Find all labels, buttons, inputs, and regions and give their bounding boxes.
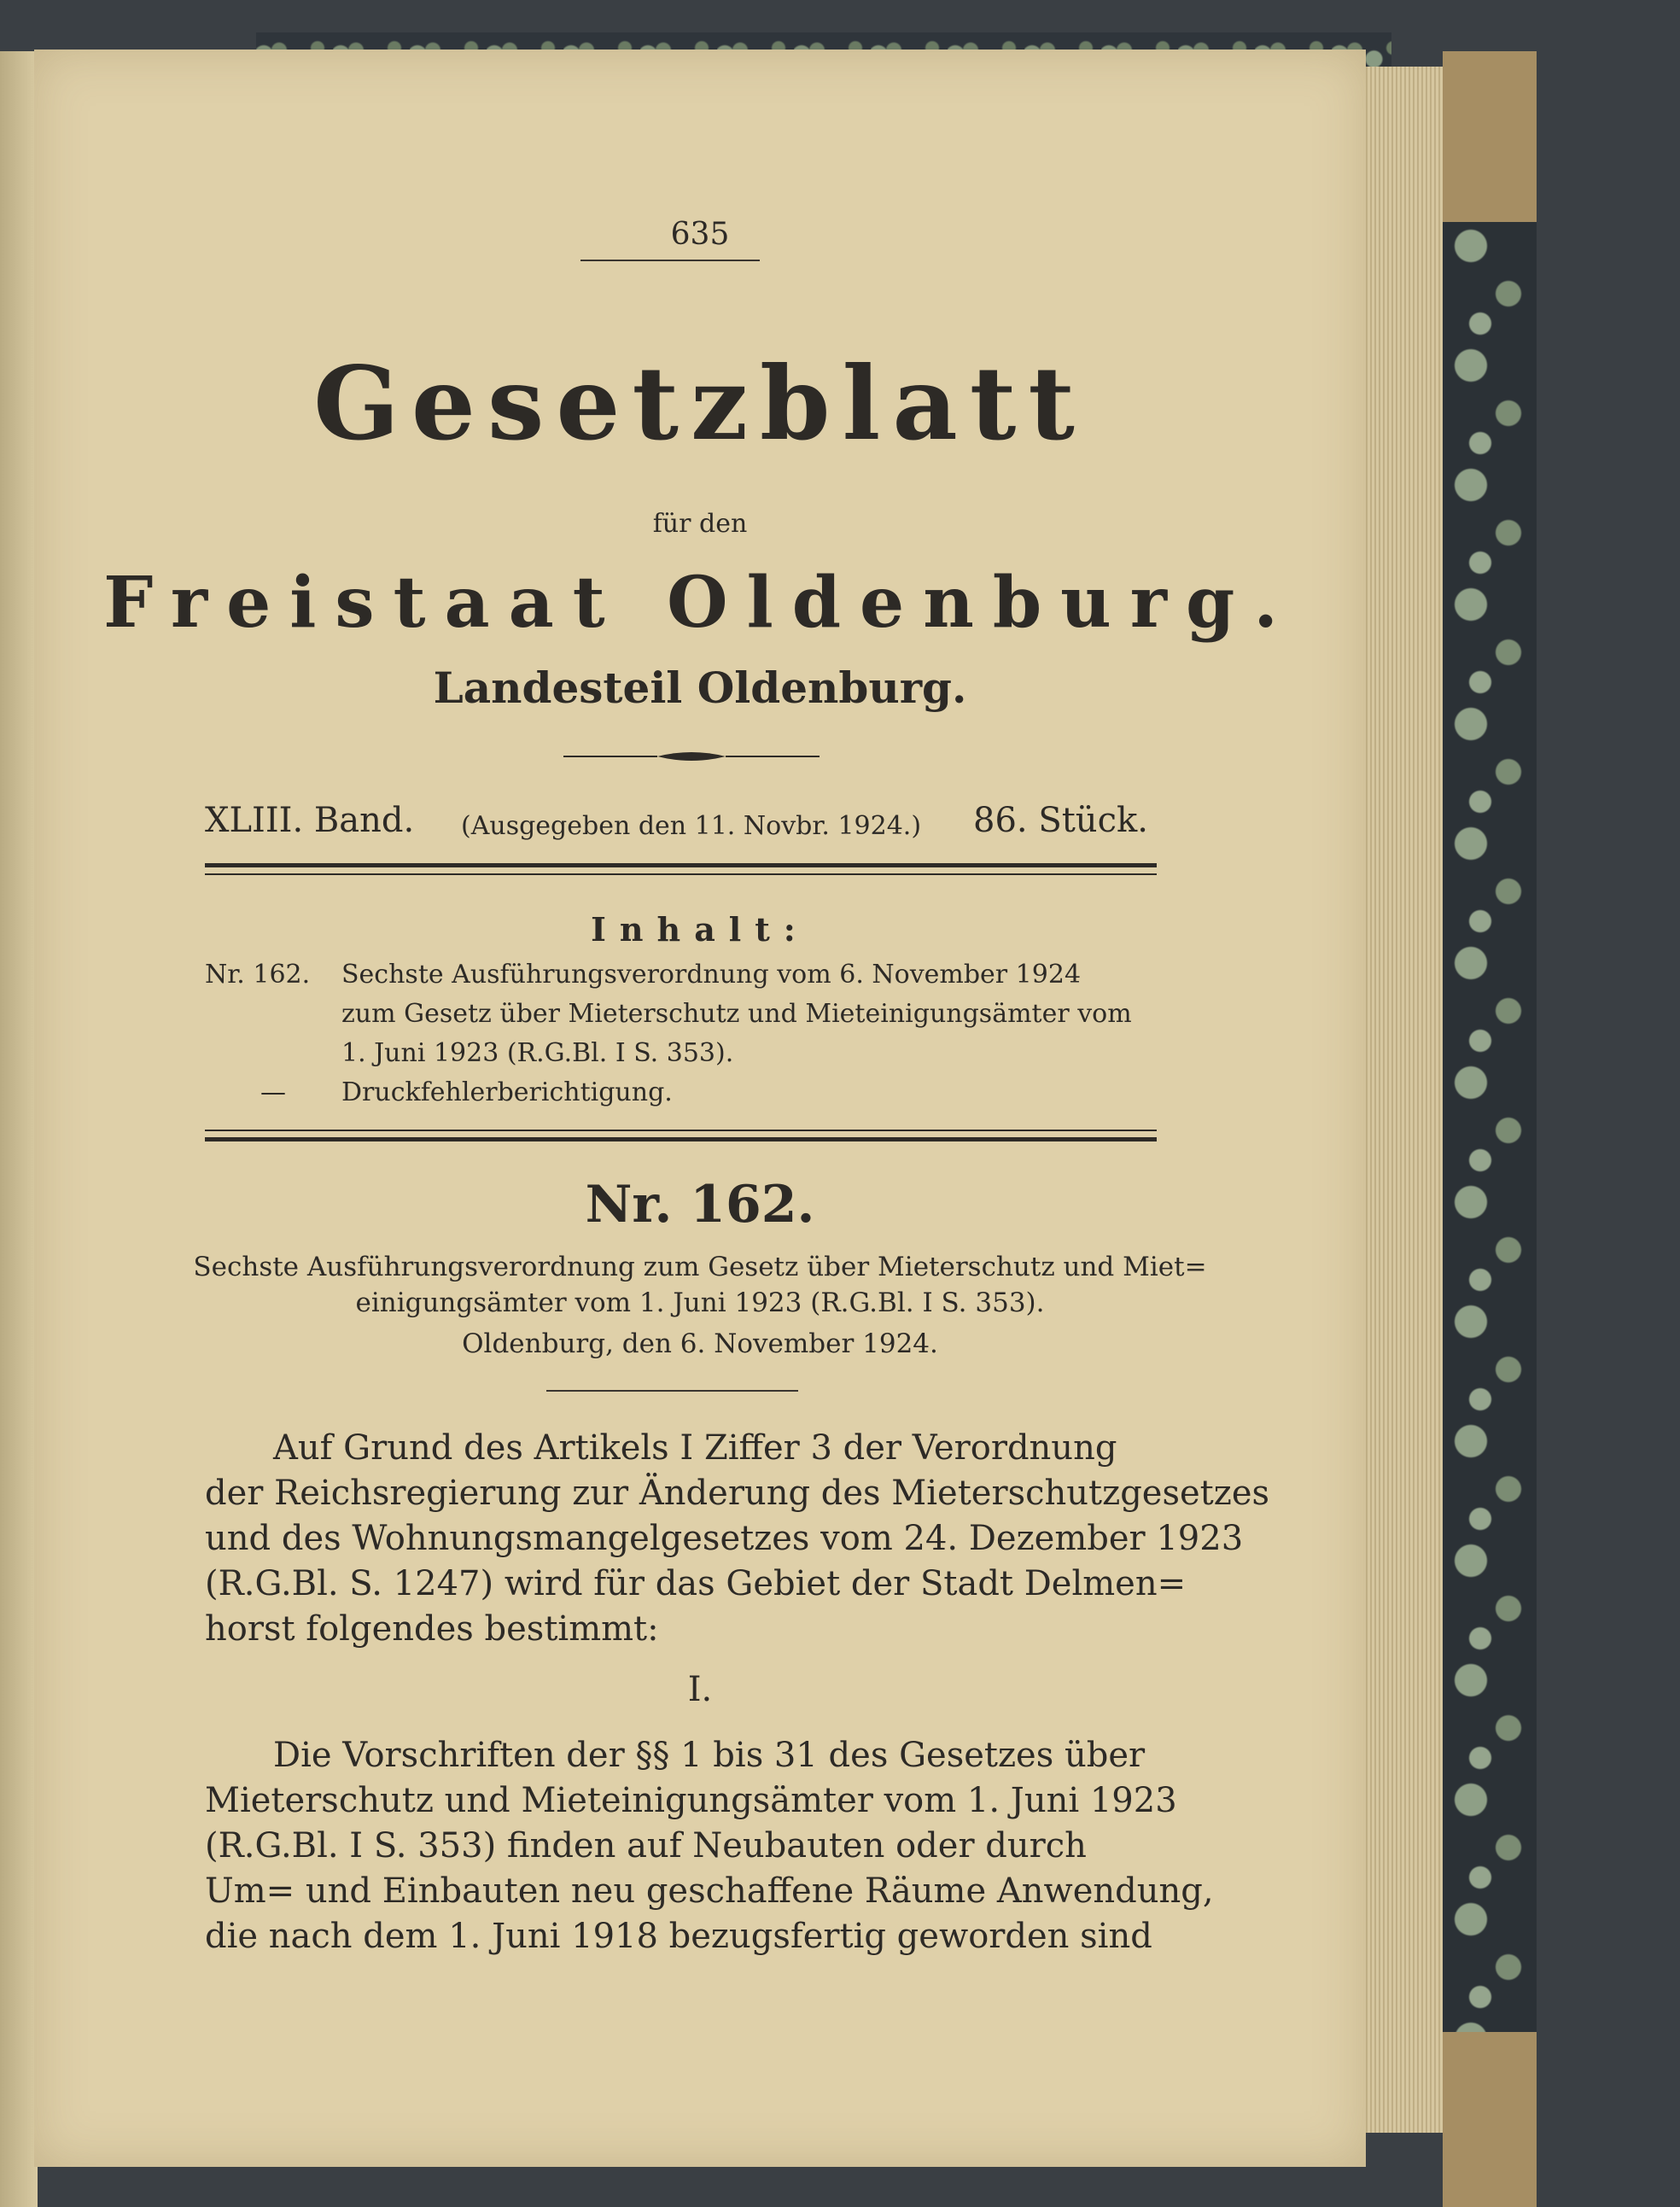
article-place-date: Oldenburg, den 6. November 1924. xyxy=(462,1328,938,1359)
section-line: Um= und Einbauten neu geschaffene Räume Anwendung, xyxy=(205,1871,1214,1911)
masthead-title: Gesetzblatt xyxy=(313,344,1087,463)
page-number-rule xyxy=(580,260,760,261)
contents-item-line: zum Gesetz über Mieterschutz und Mieteinigungsämter vom xyxy=(341,999,1132,1029)
cover-corner-bottom xyxy=(1443,2032,1537,2207)
header-rule-thick xyxy=(205,863,1157,867)
contents-item-line: 1. Juni 1923 (R.G.Bl. I S. 353). xyxy=(341,1038,734,1068)
page-edges xyxy=(1359,67,1443,2133)
page-number: 635 xyxy=(670,217,730,252)
section-line: Mieterschutz und Mieteinigungsämter vom 1. Juni 1923 xyxy=(205,1781,1177,1820)
preamble-line: Auf Grund des Artikels I Ziffer 3 der Verordnung xyxy=(273,1428,1117,1468)
contents-item-number: Nr. 162. xyxy=(205,960,311,990)
masthead-state: Freistaat Oldenburg. xyxy=(103,562,1297,644)
cover-corner-top xyxy=(1443,51,1537,231)
preamble-line: und des Wohnungsmangelgesetzes vom 24. Dezember 1923 xyxy=(205,1519,1244,1558)
book-spine xyxy=(0,51,38,2207)
section-heading: I. xyxy=(687,1670,713,1709)
article-subtitle-line: Sechste Ausführungsverordnung zum Gesetz über Mieterschutz und Miet= xyxy=(193,1252,1207,1282)
document-page xyxy=(34,50,1366,2167)
marbled-cover-right xyxy=(1443,222,1537,2049)
contents-rule-thick xyxy=(205,1137,1157,1141)
header-rule-thin xyxy=(205,873,1157,875)
contents-item-line: Druckfehlerberichtigung. xyxy=(341,1077,673,1107)
article-subtitle-line: einigungsämter vom 1. Juni 1923 (R.G.Bl. I S. 353). xyxy=(355,1287,1045,1318)
section-line: die nach dem 1. Juni 1918 bezugsfertig geworden sind xyxy=(205,1917,1152,1956)
preamble-line: (R.G.Bl. S. 1247) wird für das Gebiet der Stadt Delmen= xyxy=(205,1564,1187,1603)
issue-band: XLIII. Band. xyxy=(205,801,415,840)
issue-number: 86. Stück. xyxy=(973,801,1148,840)
contents-item-dash: — xyxy=(260,1077,286,1107)
contents-item-line: Sechste Ausführungsverordnung vom 6. November 1924 xyxy=(341,960,1082,990)
contents-heading: Inhalt: xyxy=(591,910,809,949)
ornament-rule xyxy=(563,748,820,765)
section-line: Die Vorschriften der §§ 1 bis 31 des Gesetzes über xyxy=(273,1736,1146,1775)
article-number: Nr. 162. xyxy=(585,1175,815,1235)
issue-date: (Ausgegeben den 11. Novbr. 1924.) xyxy=(461,811,922,841)
preamble-line: der Reichsregierung zur Änderung des Mieterschutzgesetzes xyxy=(205,1474,1270,1513)
masthead-fuer-den: für den xyxy=(652,509,748,539)
preamble-line: horst folgendes bestimmt: xyxy=(205,1609,659,1649)
section-line: (R.G.Bl. I S. 353) finden auf Neubauten oder durch xyxy=(205,1826,1087,1865)
masthead-region: Landesteil Oldenburg. xyxy=(433,663,967,713)
contents-rule-thin xyxy=(205,1130,1157,1131)
article-separator xyxy=(546,1390,798,1392)
